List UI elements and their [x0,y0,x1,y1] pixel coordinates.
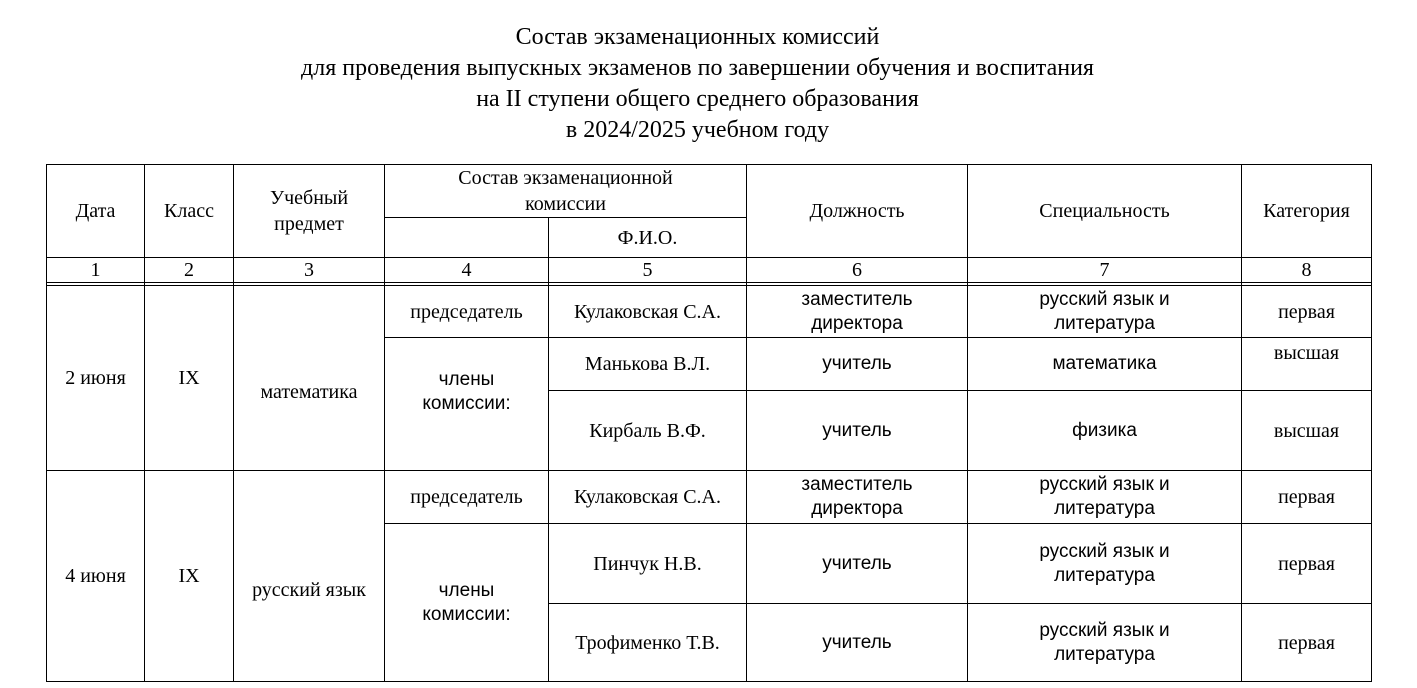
subject-cell [234,471,385,682]
column-number: 4 [385,258,549,283]
position-label: заместитель директора [801,474,913,519]
table-row [47,471,1372,524]
specialty-label: русский язык и литература [1039,288,1170,334]
role-cell [385,338,549,471]
column-number: 6 [747,258,968,283]
date-cell: 2 июня [47,286,145,471]
role-cell: председатель [385,471,549,524]
header-specialty: Специальность [968,165,1242,258]
header-date: Дата [47,165,145,258]
category-cell: высшая [1242,338,1372,391]
specialty-label: русский язык и литература [1039,619,1170,665]
role-label: члены комиссии: [422,369,511,414]
header-subject [234,165,385,258]
header-commission-label: Состав экзаменационной комиссии [458,167,673,215]
specialty-cell [968,471,1242,524]
class-cell: IX [145,471,234,682]
specialty-cell [968,524,1242,604]
category-cell: первая [1242,604,1372,682]
fio-cell: Манькова В.Л. [549,338,747,391]
position-label: заместитель директора [801,288,913,334]
specialty-label: русский язык и литература [1039,540,1170,586]
category-cell: первая [1242,524,1372,604]
column-number: 5 [549,258,747,283]
subject-label: русский язык [252,579,366,601]
specialty-label: русский язык и литература [1039,474,1170,519]
category-cell: первая [1242,286,1372,338]
date-cell: 4 июня [47,471,145,682]
column-number: 3 [234,258,385,283]
class-cell: IX [145,286,234,471]
specialty-cell [968,286,1242,338]
position-cell: учитель [747,604,968,682]
position-cell [747,471,968,524]
title-line-3: на II ступени общего среднего образования [476,86,919,112]
header-role [385,218,549,258]
table-row [47,286,1372,338]
column-numbers-row [47,258,1372,283]
fio-cell: Кулаковская С.А. [549,471,747,524]
subject-label: математика [260,381,358,403]
commission-table [46,164,1372,682]
specialty-cell: математика [968,338,1242,391]
title-line-1: Состав экзаменационных комиссий [515,24,880,50]
category-cell: первая [1242,471,1372,524]
header-category: Категория [1242,165,1372,258]
column-number: 1 [47,258,145,283]
document-title [0,22,1395,146]
role-cell [385,524,549,682]
fio-cell: Кулаковская С.А. [549,286,747,338]
header-commission [385,165,747,218]
fio-cell: Пинчук Н.В. [549,524,747,604]
title-line-4: в 2024/2025 учебном году [565,117,830,143]
subject-cell [234,286,385,471]
role-label: члены комиссии: [422,579,511,625]
specialty-cell: физика [968,391,1242,471]
header-position: Должность [747,165,968,258]
position-cell: учитель [747,338,968,391]
category-cell: высшая [1242,391,1372,471]
header-fio: Ф.И.О. [549,218,747,258]
position-cell: учитель [747,524,968,604]
header-subject-label: Учебный предмет [269,187,349,235]
header-class: Класс [145,165,234,258]
role-cell: председатель [385,286,549,338]
column-number: 2 [145,258,234,283]
column-number: 7 [968,258,1242,283]
specialty-cell [968,604,1242,682]
position-cell: учитель [747,391,968,471]
position-cell [747,286,968,338]
title-line-2: для проведения выпускных экзаменов по завершении обучения и воспитания [301,55,1094,81]
fio-cell: Кирбаль В.Ф. [549,391,747,471]
fio-cell: Трофименко Т.В. [549,604,747,682]
header-row [47,165,1372,218]
column-number: 8 [1242,258,1372,283]
